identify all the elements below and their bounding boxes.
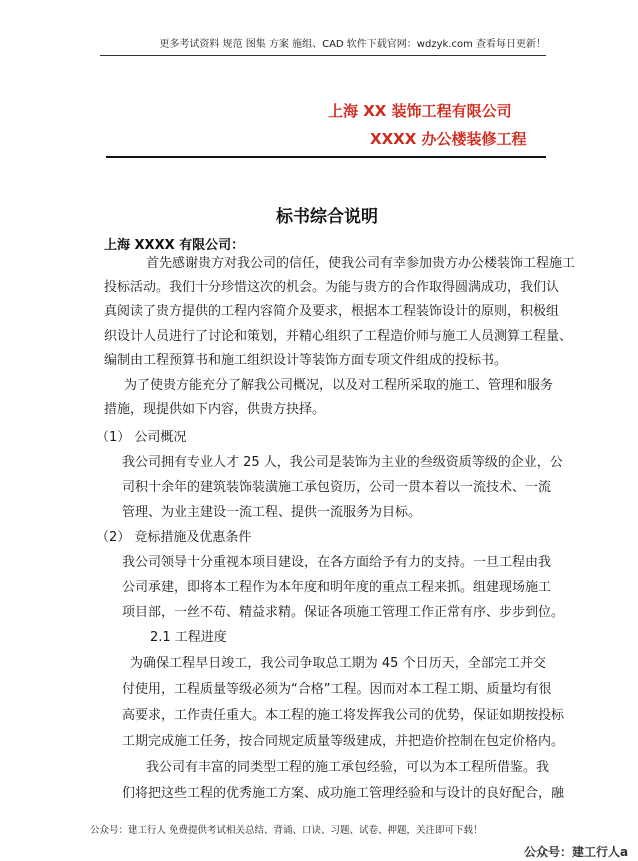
section-heading: （2） 竞标措施及优惠条件 [96,530,252,545]
top-banner: 更多考试资料 规范 图集 方案 施组、CAD 软件下载官网：wdzyk.com 查看每日更新！ [159,39,546,50]
paragraph-line: 我公司领导十分重视本项目建设，在各方面给予有力的支持。一旦工程由我 [122,555,552,570]
paragraph-line: 为确保工程早日竣工，我公司争取总工期为 45 个日历天，全部完工并交 [130,656,546,671]
top-divider [100,55,546,56]
paragraph-line: 项目部，一丝不苟、精益求精。保证各项施工管理工作正常有序、步步到位。 [122,605,565,620]
paragraph-line: 们将把这些工程的优秀施工方案、成功施工管理经验和与设计的良好配合，融 [122,786,565,801]
paragraph-line: 付使用，工程质量等级必须为“合格”工程。因而对本工程工期、质量均有很 [122,682,552,697]
paragraph-line: 高要求，工作责任重大。本工程的施工将发挥我公司的优势，保证如期按投标 [122,708,565,723]
paragraph-line: 司积十余年的建筑装饰装潢施工承包资历，公司一贯本着以一流技术、一流 [122,480,552,495]
paragraph-line: 织设计人员进行了讨论和策划，并精心组织了工程造价师与施工人员测算工程量、 [104,329,573,344]
company-name: 上海 XX 装饰工程有限公司 [328,102,512,120]
header-divider [106,156,546,158]
salutation: 上海 XXXX 有限公司： [104,238,245,253]
paragraph-line: 工期完成施工任务，按合同规定质量等级建成，并把造价控制在包定价格内。 [122,734,565,749]
section-heading: （1） 公司概况 [96,430,187,445]
project-name: XXXX 办公楼装修工程 [370,130,527,148]
watermark: 公众号：建工行人a [524,845,629,859]
subsection-heading: 2.1 工程进度 [150,630,227,645]
paragraph-line: 我公司有丰富的同类型工程的施工承包经验，可以为本工程所借鉴。我 [146,760,550,775]
paragraph-line: 首先感谢贵方对我公司的信任，使我公司有幸参加贵方办公楼装饰工程施工 [146,256,576,271]
document-title: 标书综合说明 [276,207,378,227]
paragraph-line: 管理、为业主建设一流工程、提供一流服务为目标。 [122,505,422,520]
paragraph-line: 公司承建，即将本工程作为本年度和明年度的重点工程来抓。组建现场施工 [122,580,552,595]
paragraph-line: 我公司拥有专业人才 25 人，我公司是装饰为主业的叁级资质等级的企业，公 [122,455,563,470]
paragraph-line: 编制由工程预算书和施工组织设计等装饰方面专项文件组成的投标书。 [104,353,508,368]
paragraph-line: 真阅读了贵方提供的工程内容简介及要求，根据本工程装饰设计的原则，积极组 [104,304,560,319]
paragraph-line: 措施，现提供如下内容，供贵方抉择。 [104,402,326,417]
paragraph-line: 投标活动。我们十分珍惜这次的机会。为能与贵方的合作取得圆满成功，我们认 [104,280,560,295]
paragraph-line: 为了使贵方能充分了解我公司概况，以及对工程所采取的施工、管理和服务 [124,378,554,393]
footer-note: 公众号：建工行人 免费提供考试相关总结、背诵、口诀、习题、试卷、押题，关注即可下载！ [90,825,483,836]
